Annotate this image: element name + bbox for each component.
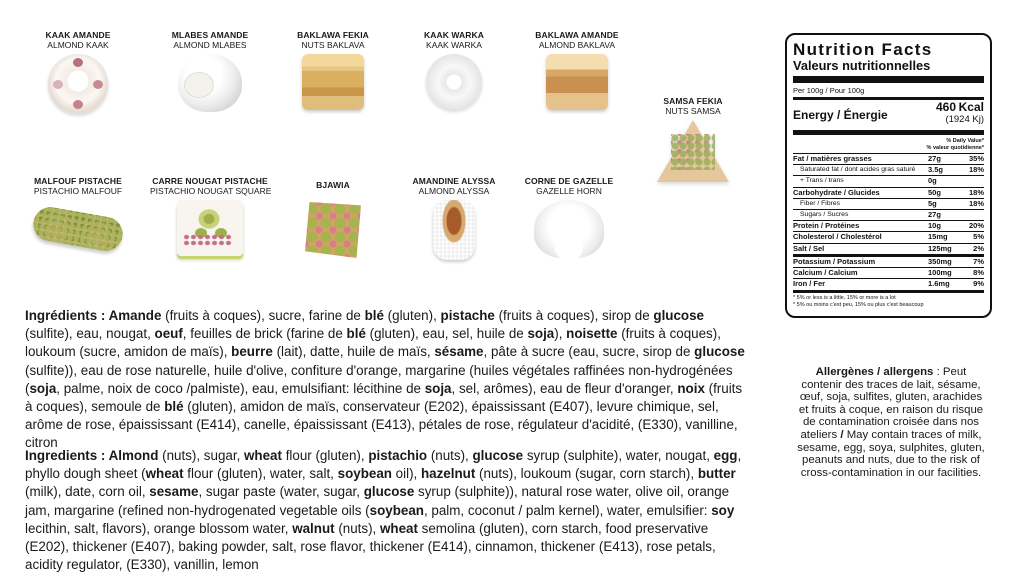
baklawa-amande-image [546, 54, 608, 110]
nutrient-label: Fat / matières grasses [793, 154, 872, 163]
allergen-highlight: soja [29, 380, 57, 396]
nutrient-label: Calcium / Calcium [793, 268, 858, 278]
product-bjawia [273, 180, 393, 258]
product-name-fr: BAKLAWA AMANDE [535, 30, 619, 40]
energy-label: Energy / Énergie [793, 108, 888, 122]
product-name-fr: MLABES AMANDE [171, 30, 249, 40]
allergen-highlight: blé [164, 399, 184, 415]
nutrient-label: Cholesterol / Cholestérol [793, 232, 882, 242]
nutrition-facts-panel [785, 33, 992, 318]
ingredient-text: , sel, arômes), eau de fleur d'oranger, [451, 380, 678, 396]
ingredient-text: flour (gluten), water, salt, [183, 466, 338, 482]
nutrient-daily-value: 35% [968, 154, 984, 163]
allergen-highlight: hazelnut [420, 466, 476, 482]
nutrient-label: Saturated fat / dont acides gras saturé [800, 166, 916, 174]
nutrient-row [793, 278, 984, 289]
nutrient-amount: 125mg [928, 243, 952, 253]
nutrient-row [793, 209, 984, 220]
allergen-highlight: Ingredients : Almond [25, 448, 159, 463]
ingredient-text: (nuts), [427, 448, 473, 463]
product-name-en: NUTS BAKLAVA [301, 40, 365, 50]
product-corne-de-gazelle [509, 176, 629, 258]
nutrient-label: Sugars / Sucres [800, 211, 849, 219]
product-name-fr: KAAK AMANDE [45, 30, 111, 40]
nutrient-label: Iron / Fer [793, 279, 826, 289]
product-name-en: PISTACHIO NOUGAT SQUARE [150, 186, 272, 196]
ingredient-text: ), [554, 326, 567, 342]
product-name-fr: AMANDINE ALYSSA [412, 176, 496, 186]
ingredient-text: (milk), date, corn oil, [25, 484, 150, 500]
allergen-highlight: sesame [149, 484, 199, 500]
product-samsa-fekia [633, 96, 753, 182]
allergen-highlight: pistachio [368, 448, 428, 463]
product-name-fr: BAKLAWA FEKIA [297, 30, 369, 40]
allergen-highlight: soy [711, 502, 735, 518]
ingredient-text: , feuilles de brick (farine de [182, 326, 347, 342]
nutrient-daily-value: 7% [973, 256, 984, 266]
nutrient-row [793, 198, 984, 209]
nutrient-row [793, 187, 984, 198]
allergen-highlight: walnut [292, 520, 335, 536]
energy-kj: (1924 Kj) [945, 114, 984, 125]
ingredient-text: (nuts), [334, 520, 380, 536]
nutrient-amount: 1.6mg [928, 279, 950, 289]
product-malfouf-pistache [18, 176, 138, 246]
baklawa-fekia-image [302, 54, 364, 110]
allergen-highlight: egg [713, 448, 738, 463]
allergen-highlight: soybean [337, 466, 392, 482]
product-name-fr: CARRE NOUGAT PISTACHE [152, 176, 268, 186]
ingredient-text: oil), [391, 466, 421, 482]
ingredient-text: (fruits à coques), sirop de [494, 308, 654, 323]
ingredient-text: syrup (sulphite)), natural rose water, olive oil, orange jam, margarine (refined non-hydrogenated vegetable oils ( [25, 484, 730, 518]
allergen-highlight: blé [364, 308, 384, 323]
product-baklawa-amande [517, 30, 637, 110]
allergen-highlight: butter [697, 466, 736, 482]
dv-header-en: % Daily Value* [946, 138, 984, 144]
nutrient-row [793, 231, 984, 242]
kaak-amande-image [48, 54, 108, 114]
divider [793, 76, 984, 83]
nutrient-daily-value [962, 176, 984, 186]
ingredient-text: (fruits à coques), sucre, farine de [161, 308, 365, 323]
allergen-highlight: noix [677, 380, 705, 396]
nutrient-row [793, 175, 984, 186]
ingredient-text: (nuts), loukoum (sugar, corn starch), [475, 466, 698, 482]
ingredient-text: lecithin, salt, flavors), orange blossom water, [25, 520, 293, 536]
energy-row [793, 101, 984, 127]
samsa-fekia-image [657, 120, 729, 182]
product-name-en: ALMOND MLABES [173, 40, 247, 50]
footnote-fr: * 5% ou moins c'est peu, 15% ou plus c'est beaucoup [793, 302, 924, 309]
product-carre-nougat-pistache [150, 176, 270, 256]
nutrient-daily-value: 18% [968, 198, 984, 208]
ingredients-english [25, 447, 745, 574]
nutrient-amount: 27g [928, 210, 941, 220]
product-name-fr: BJAWIA [316, 180, 350, 190]
allergen-highlight: soybean [369, 502, 424, 518]
ingredient-text: , sugar paste (water, sugar, [198, 484, 364, 500]
nutrient-daily-value: 5% [973, 232, 984, 242]
allergen-highlight: wheat [379, 520, 418, 536]
nutrient-row [793, 164, 984, 175]
product-name-en: PISTACHIO MALFOUF [33, 186, 123, 196]
allergen-highlight: noisette [566, 326, 618, 342]
energy-value [936, 102, 984, 125]
product-name-fr: KAAK WARKA [423, 30, 485, 40]
allergens-label: Allergènes / allergens [815, 366, 934, 378]
ingredient-text: (lait), datte, huile de maïs, [272, 344, 435, 360]
ingredient-text: (gluten), [383, 308, 441, 323]
ingredient-text: (gluten), eau, sel, huile de [365, 326, 528, 342]
allergen-highlight: sésame [434, 344, 484, 360]
nutrient-row [793, 243, 984, 254]
dv-header-fr: % valeur quotidienne* [926, 144, 984, 151]
allergen-highlight: soja [424, 380, 452, 396]
nutrition-footnote [793, 290, 984, 309]
product-name-fr: MALFOUF PISTACHE [34, 176, 122, 186]
allergen-highlight: glucose [363, 484, 415, 500]
nutrient-row [793, 267, 984, 278]
nutrient-amount: 10g [928, 221, 941, 231]
allergen-highlight: glucose [472, 448, 524, 463]
nutrient-daily-value: 18% [968, 165, 984, 175]
product-name-en: ALMOND BAKLAVA [538, 40, 616, 50]
allergen-highlight: pistache [440, 308, 495, 323]
nutrient-label: + Trans / trans [800, 177, 844, 185]
allergen-highlight: Ingrédients : Amande [25, 308, 162, 323]
ingredient-text: (fruits à coques), loukoum (sucre, amidon de maïs), [25, 326, 721, 360]
nutrient-daily-value: 8% [973, 268, 984, 278]
nutrient-label: Fiber / Fibres [800, 199, 841, 207]
allergen-highlight: glucose [653, 308, 704, 323]
nutrient-rows [793, 153, 984, 289]
corne-de-gazelle-image [534, 200, 604, 258]
ingredients-french [25, 307, 745, 453]
nutrition-title-fr: Valeurs nutritionnelles [793, 58, 931, 73]
allergens-text-en: May contain traces of milk, sesame, egg, soya, sulphites, gluten, peanuts and nuts, due to the risk of cross-contamination in our facilities. [797, 428, 985, 479]
nutrient-daily-value: 9% [973, 279, 984, 289]
nutrient-daily-value [962, 210, 984, 220]
allergens-sep: / [837, 428, 847, 441]
allergen-highlight: blé [346, 326, 366, 342]
ingredient-text: flour (gluten), [281, 448, 369, 463]
allergen-highlight: wheat [244, 448, 282, 463]
product-baklawa-fekia [273, 30, 393, 110]
energy-kcal: 460 [935, 100, 956, 114]
ingredient-text: (gluten), amidon de maïs, conservateur (E202), épaississant (E407), levure chimique, sel, arôme de rose, épaississant (E414), canelle, épaississant (E413), pétales de rose, régulateur d'acidité, (E330), vanilline, citron [25, 399, 738, 451]
nutrient-label: Protein / Protéines [793, 221, 860, 231]
allergen-highlight: soja [527, 326, 555, 342]
ingredient-text: (sulfite)), eau de rose naturelle, huile d'olive, confiture d'orange, margarine (huiles végétales raffinées non-hydrogénées ( [25, 362, 733, 396]
nutrient-amount: 5g [928, 198, 937, 208]
ingredient-text: semolina (gluten), corn starch, food preservative (E202), thickener (E407), baking powder, salt, rose flavor, thickener (E414), cinnamon, thickener (E413), rose petals, acidity regulator, (E330), vanillin, lemon [25, 520, 716, 573]
product-name-en: NUTS SAMSA [665, 106, 721, 116]
ingredient-text: , palm, coconut / palm kernel), water, emulsifier: [423, 502, 712, 518]
nutrient-amount: 100mg [928, 268, 952, 278]
product-name-en: ALMOND ALYSSA [418, 186, 490, 196]
nutrient-row [793, 220, 984, 231]
nutrient-daily-value: 2% [973, 243, 984, 253]
nutrient-label: Carbohydrate / Glucides [793, 187, 880, 197]
serving-size: Per 100g / Pour 100g [793, 86, 865, 95]
nutrition-title-en: Nutrition Facts [793, 40, 933, 59]
nougat-image [177, 200, 243, 256]
ingredient-text: (sulfite), eau, nougat, [25, 326, 155, 342]
ingredient-text: , palme, noix de coco /palmiste), eau, emulsifiant: lécithine de [56, 380, 425, 396]
nutrient-amount: 0g [928, 176, 937, 186]
allergens-text-fr: : Peut contenir des traces de lait, sésame, œuf, soja, sulfites, gluten, arachides et fruits à coque, en raison du risque de contamination croisée dans nos ateliers [798, 366, 984, 441]
nutrient-amount: 350mg [928, 256, 952, 266]
allergens-note [795, 366, 987, 479]
footnote-en: * 5% or less is a little, 15% or more is a lot [793, 295, 896, 302]
nutrient-label: Salt / Sel [793, 243, 825, 253]
bjawia-image [305, 202, 361, 258]
nutrient-daily-value: 20% [968, 221, 984, 231]
nutrient-amount: 50g [928, 187, 941, 197]
allergen-highlight: oeuf [154, 326, 183, 342]
divider [793, 130, 984, 135]
product-kaak-warka [394, 30, 514, 110]
product-name-en: KAAK WARKA [426, 40, 482, 50]
ingredient-text: syrup (sulphite), water, nougat, [523, 448, 714, 463]
product-name-en: GAZELLE HORN [536, 186, 602, 196]
ingredient-text: , phyllo dough sheet ( [25, 448, 742, 482]
nutrient-amount: 3.5g [928, 165, 944, 175]
allergen-highlight: beurre [231, 344, 273, 360]
energy-kcal-unit: Kcal [958, 100, 984, 114]
ingredient-text: (nuts), sugar, [158, 448, 245, 463]
amandine-image [433, 200, 475, 260]
nutrient-amount: 27g [928, 154, 941, 163]
product-name-en: ALMOND KAAK [47, 40, 109, 50]
daily-value-header [793, 137, 984, 153]
nutrient-daily-value: 18% [968, 187, 984, 197]
ingredient-text: (fruits à coques), semoule de [25, 380, 743, 415]
allergen-highlight: wheat [145, 466, 184, 482]
product-name-fr: SAMSA FEKIA [663, 96, 723, 106]
allergen-highlight: glucose [694, 344, 745, 360]
ingredient-text: , pâte à sucre (eau, sucre, sirop de [483, 344, 695, 360]
kaak-warka-image [426, 54, 482, 110]
nutrient-row [793, 153, 984, 164]
nutrient-row [793, 254, 984, 267]
product-mlabes-amande [150, 30, 270, 112]
nutrient-label: Potassium / Potassium [793, 256, 876, 266]
nutrient-amount: 15mg [928, 232, 948, 242]
product-name-fr: CORNE DE GAZELLE [524, 176, 614, 186]
product-amandine-alyssa [394, 176, 514, 260]
malfouf-image [31, 204, 126, 253]
product-kaak-amande [18, 30, 138, 114]
mlabes-image [178, 54, 242, 112]
